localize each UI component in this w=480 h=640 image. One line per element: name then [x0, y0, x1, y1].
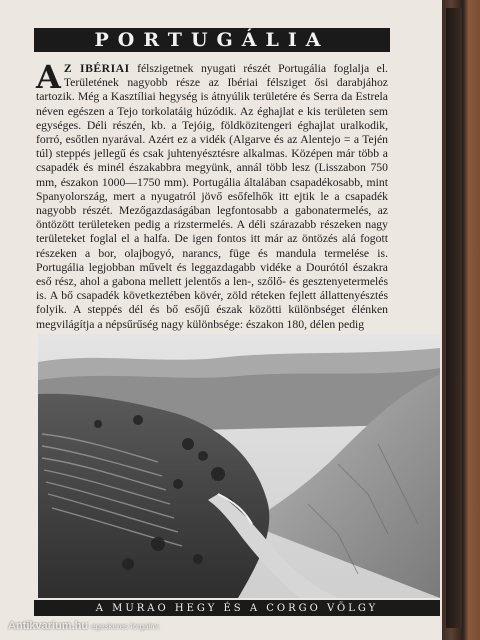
book-cover-edge [446, 8, 462, 628]
landscape-photo [38, 334, 440, 598]
body-paragraph: félszigetnek nyugati részét Portugália foglalja el. Területének nagyobb része az Ibériai félsziget ősi darabjához tartozik. Még a Kasztíliai hegység is átnyúlik területére és Serra da Estrela néven egészen a Tejo torkolatáig húzódik. Az éghajlat e kis területen sem egységes. Déli részén, kb. a Tejóig, földközitengeri éghajlat uralkodik, forró, esőtlen nyarával. Azért ez a vidék (Algarve és az Alentejo = a Tején túl) steppés jellegű és csak juhtenyésztésre alkalmas. Középen már több a csapadék és minél északabbra megyünk, annál több lesz (Lisszabon 750 mm, északon 1000—1750 mm). Portugália általában csapadékosabb, mint Spanyolország, mert a nyugatról jövő esőfelhők itt ejtik le a csapadék nagyobb részét. Mezőgazdaságában legfontosabb a gabonatermelés, az öntözött területeken pedig a rizstermelés. A déli szárazabb részeken nagy területeket foglal el a halfa. De igen fontos itt már az öntözés alá fogott részeken a bor, olajbogyó, narancs, füge és mandula termelése is. Portugália legjobban művelt és leggazdagabb vidéke a Dourótól északra eső rész, ahol a gabona mellett jelentős a len-, szőlő- és gesztenyetermelés is. A bő csapadék következtében kövér, zöld réteken fejlett állattenyésztés folyik. A steppés dél és bő esőjű észak közötti különbséget élénken megvilágítja a népsűrűség nagy különbsége: északon 180, délen pedig [36, 62, 388, 331]
lead-words: Z IBÉRIAI [63, 62, 130, 75]
watermark-suffix: egeskeres forgalmi [91, 622, 159, 631]
page-title: PORTUGÁLIA [34, 28, 390, 52]
watermark-site: Antikvarium.hu [8, 620, 89, 632]
watermark [8, 620, 159, 632]
valley-illustration [38, 334, 440, 598]
photo-caption: A MURAO HEGY ÉS A CORGO VÖLGY [34, 600, 440, 616]
drop-cap: A [36, 58, 61, 96]
article-body [36, 58, 388, 332]
